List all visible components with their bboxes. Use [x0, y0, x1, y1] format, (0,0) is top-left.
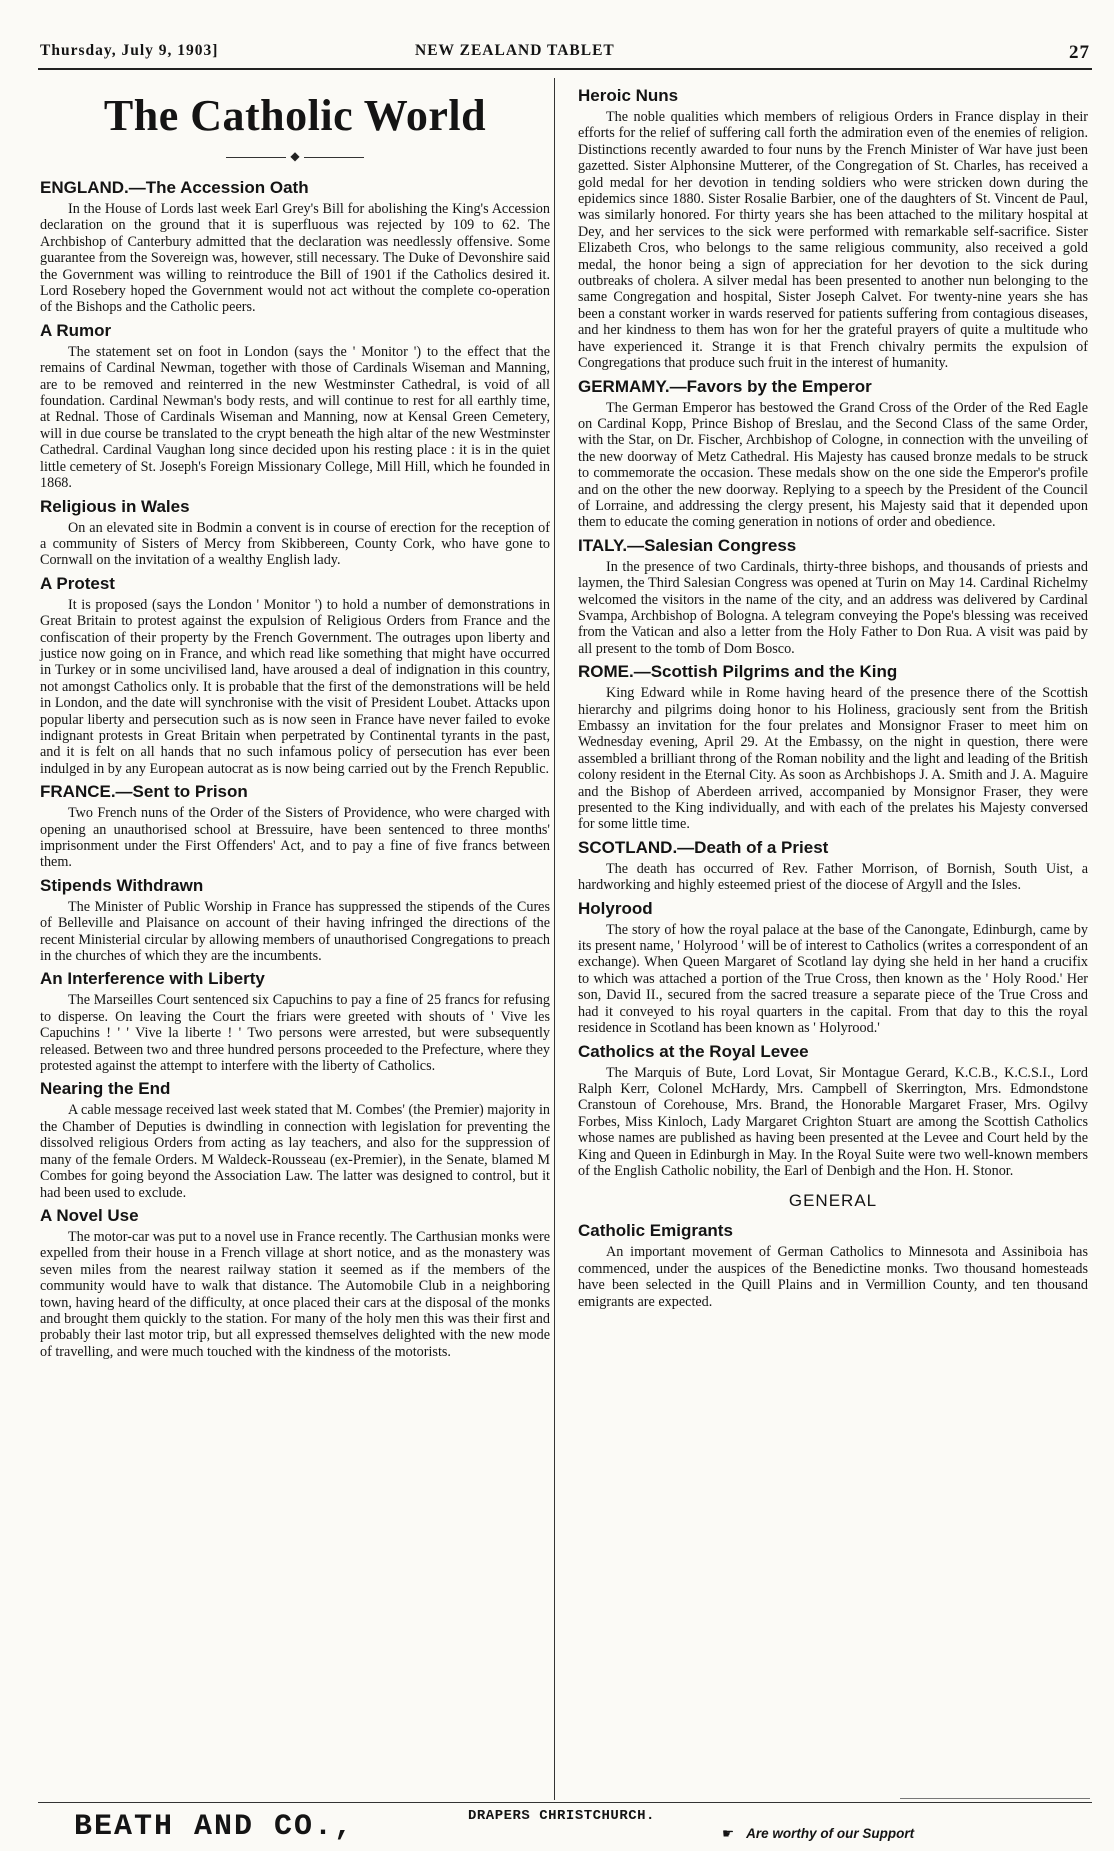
- article: [578, 899, 1088, 1037]
- article-heading: FRANCE.—Sent to Prison: [40, 782, 248, 802]
- article: [40, 1206, 550, 1360]
- article-paragraph: The story of how the royal palace at the base of the Canongate, Edinburgh, came by its present name, ' Holyrood ' will be of interest to Catholics (writes a correspondent of an exchange). When Queen Margaret of Scotland lay dying she held in her hand a crucifix to which was attached a portion of the True Cross, then known as the ' Holy Rood.' Her son, David II., secured from the sacred treasure a separate piece of the True Cross and had it conveyed to his royal quarters in the capital. From that day to this the royal residence in Scotland has been known as ' Holyrood.': [578, 921, 1088, 1037]
- article-paragraph: Two French nuns of the Order of the Sisters of Providence, who were charged with opening an unauthorised school at Bressuire, have been sentenced to three months' imprisonment under the First Offenders' Act, and to pay a fine of five francs between them.: [40, 805, 550, 871]
- article-heading: GERMAMY.—Favors by the Emperor: [578, 376, 872, 396]
- article-paragraph: On an elevated site in Bodmin a convent is in course of erection for the reception of a community of Sisters of Mercy from Skibbereen, County Cork, who have gone to Cornwall on the invitation of a wealthy English lady.: [40, 519, 550, 569]
- article-paragraph: The German Emperor has bestowed the Grand Cross of the Order of the Red Eagle on Cardinal Kopp, Prince Bishop of Breslau, and the Second Class of the same Order, with the Star, on Dr. Fischer, Archbishop of Cologne, in connection with the unveiling of the new doorway of Metz Cathedral. His Majesty has caused bronze medals to be struck to commemorate the occasion. These medals show on the one side the Emperor's profile and on the other the new doorway. Replying to a speech by the President of the Council of Lorraine, and addressing the clergy present, his Majesty said that it depended upon them to educate the coming generation in notions of order and obedience.: [578, 399, 1088, 531]
- diamond-ornament-icon: ◆: [40, 149, 550, 164]
- article: [578, 86, 1088, 372]
- article: [578, 1221, 1088, 1310]
- column-divider: [554, 78, 555, 1800]
- right-column: [578, 82, 1088, 1315]
- article: [40, 574, 550, 777]
- left-column: [40, 82, 550, 1365]
- article-heading: SCOTLAND.—Death of a Priest: [578, 837, 829, 857]
- article-heading: Nearing the End: [40, 1079, 171, 1099]
- article-heading: A Rumor: [40, 320, 112, 340]
- header-rule: [38, 68, 1092, 70]
- article-paragraph: The noble qualities which members of religious Orders in France display in their efforts for the relief of suffering call forth the admiration even of the enemies of religion. Distinctions recently awarded to four nuns by the French Minister of War have just been gazetted. Sister Alphonsine Mutterer, of the Congregation of St. Charles, has received a gold medal for her devotion in tending soldiers who were stricken down during the epidemics since 1880. Sister Rosalie Barbier, one of the daughters of St. Vincent de Paul, was similarly honored. For thirty years she has been attached to the military hospital at Dey, and her services to the sick were performed with remarkable self-sacrifice. Sister Elizabeth Cros, who belongs to the same religious community, also received a gold medal, the honor being a sign of appreciation for her devotion to the sick during outbreaks of cholera. A silver medal has been presented to another nun belonging to the same Congregation and hospital, Sister Joseph Calvet. For twenty-nine years she has been a constant worker in wards reserved for patients suffering from contagious diseases, and her kindness to them has won for her the grateful prayers of quite a multitude who have experienced it. Strange it is that French chivalry permits the expulsion of Congregations that produce such fruit in the interest of humanity.: [578, 109, 1088, 372]
- article-paragraph: The Marseilles Court sentenced six Capuchins to pay a fine of 25 francs for refusing to disperse. On leaving the Court the friars were greeted with shouts of ' Vive les Capuchins ! ' ' Vive la liberte ! ' Two persons were arrested, but were subsequently released. Between two and three hundred persons proceeded to the Prefecture, where they protested against the attempt to interfere with the liberty of Catholics.: [40, 992, 550, 1075]
- article-paragraph: The death has occurred of Rev. Father Morrison, of Bornish, South Uist, a hardworking and highly esteemed priest of the diocese of Argyll and the Isles.: [578, 860, 1088, 894]
- article: [40, 969, 550, 1074]
- article-heading: Catholics at the Royal Levee: [578, 1041, 809, 1061]
- article-heading: Stipends Withdrawn: [40, 875, 204, 895]
- article: [40, 497, 550, 569]
- general-heading: GENERAL: [788, 1191, 878, 1211]
- page-number: 27: [1069, 42, 1090, 63]
- article-paragraph: In the House of Lords last week Earl Grey's Bill for abolishing the King's Accession declaration on the ground that it is superfluous was rejected by 109 to 62. The Archbishop of Canterbury admitted that the declaration was needlessly offensive. Some guarantee from the Sovereign was, however, still necessary. The Duke of Devonshire said the Government was willing to reintroduce the Bill of 1901 if the Catholics desired it. Lord Rosebery hoped the Government would not act without the complete co-operation of the Bishops and the Catholic peers.: [40, 201, 550, 316]
- advertiser-slogan: [722, 1826, 914, 1842]
- article-paragraph: It is proposed (says the London ' Monitor ') to hold a number of demonstrations in Great Britain to protest against the expulsion of Religious Orders from France and the confiscation of their property by the French Government. The outrages upon liberty and justice now going on in France, and which read like something that might have occurred in Turkey or in some uncivilised land, have aroused a deal of indignation in this country, not amongst Catholics only. It is probable that the first of the demonstrations will be held in London, and the date will synchronise with the visit of President Loubet. Attacks upon popular liberty and persecution such as is now seen in France have never failed to evoke indignant protests in Great Britain when perpetrated by Continental tyrants in the past, and it is felt on all hands that no such infamous policy of persecution has ever been indulged in by any European autocrat as is now being carried out by the French Republic.: [40, 596, 550, 777]
- article: [40, 876, 550, 965]
- section-masthead: The Catholic World: [103, 91, 487, 140]
- article-heading: Holyrood: [578, 898, 653, 918]
- article-paragraph: The Marquis of Bute, Lord Lovat, Sir Montague Gerard, K.C.B., K.C.S.I., Lord Ralph Kerr, Colonel McHardy, Mrs. Campbell of Skerrington, Mrs. Edmondstone Cranstoun of Corehouse, Mrs. Brand, the Honorable Margaret Fraser, Mrs. Ogilvy Forbes, Miss Kinloch, Lady Margaret Crighton Stuart are among the Scottish Catholics whose names are published as having been presented at the Levee and Court held by the King and Queen in Edinburgh in May. In the Royal Suite were two well-known members of the English Catholic nobility, the Earl of Denbigh and the Hon. H. Stonor.: [578, 1064, 1088, 1179]
- article: [40, 1079, 550, 1200]
- article-paragraph: In the presence of two Cardinals, thirty-three bishops, and thousands of priests and laymen, the Third Salesian Congress was opened at Turin on May 14. Cardinal Richelmy welcomed the visitors in the name of the city, and an address was delivered by Cardinal Svampa, Archbishop of Bologna. A telegram conveying the Pope's blessing was received from the Vatican and also a letter from the Holy Father to Don Rua. A visit was paid by all present to the tomb of Dom Bosco.: [578, 558, 1088, 657]
- footer-rule: [38, 1802, 1092, 1803]
- issue-date: Thursday, July 9, 1903]: [40, 42, 219, 59]
- article-paragraph: An important movement of German Catholics to Minnesota and Assiniboia has commenced, under the auspices of the Benedictine monks. Two thousand homesteads have been selected in the Quill Plains and in Vermillion County, and ten thousand emigrants are expected.: [578, 1244, 1088, 1310]
- article: [40, 321, 550, 492]
- footer-dash-rule: [900, 1798, 1090, 1799]
- article-paragraph: A cable message received last week stated that M. Combes' (the Premier) majority in the Chamber of Deputies is dwindling in connection with legislation for preventing the dissolved religious Orders from acting as lay teachers, and also for the suppression of many of the female Orders. M Waldeck-Rousseau (ex-Premier), in the Senate, blamed M Combes for going beyond the Association Law. The latter was designed to control, but it had been used to exclude.: [40, 1102, 550, 1201]
- advertiser-name: BEATH AND CO.,: [74, 1810, 355, 1844]
- article: [578, 536, 1088, 657]
- article: [578, 1042, 1088, 1180]
- article-heading: ITALY.—Salesian Congress: [578, 535, 797, 555]
- article: [578, 662, 1088, 833]
- article-heading: ROME.—Scottish Pilgrims and the King: [578, 662, 898, 682]
- article-heading: ENGLAND.—The Accession Oath: [40, 178, 309, 197]
- right-articles: [578, 86, 1088, 1179]
- pointing-hand-icon: ☛: [722, 1826, 735, 1841]
- article-paragraph: The Minister of Public Worship in France has suppressed the stipends of the Cures of Belleville and Plaisance on account of their having infringed the directions of the recent Ministerial circular by allowing members of unauthorised Congregations to preach in the churches of which they are the incumbents.: [40, 898, 550, 965]
- article-paragraph: King Edward while in Rome having heard of the presence there of the Scottish hierarchy and pilgrims doing honor to his Holiness, graciously sent from the British Embassy an invitation for the four prelates and Monsignor Fraser to meet him on Wednesday evening, April 29. At the Embassy, on the night in question, there were assembled a brilliant throng of the Roman nobility and the light and leading of the British colony resident in the Eternal City. As soon as Archbishops J. A. Smith and J. A. Maguire and the Bishop of Aberdeen arrived, accompanied by Monsignor Fraser, they were presented to the King individually, and with each of the prelates his Majesty conversed for some little time.: [578, 685, 1088, 833]
- article-heading: A Novel Use: [40, 1205, 139, 1225]
- article-heading: Heroic Nuns: [578, 86, 679, 105]
- article-paragraph: The motor-car was put to a novel use in France recently. The Carthusian monks were expelled from their house in a French village at short notice, and as the monastery was seven miles from the nearest railway station it seemed as if the members of the community would have to walk that distance. The Automobile Club in a neighboring town, having heard of the difficulty, at once placed their cars at the disposal of the monks and brought them quickly to the station. For many of the holy men this was their first and probably their last motor trip, but all expressed themselves delighted with the new mode of travelling, and were much touched with the kindness of the motorists.: [40, 1228, 550, 1360]
- article: [40, 782, 550, 871]
- advertiser-trade: DRAPERS CHRISTCHURCH.: [468, 1808, 655, 1824]
- article-heading: Religious in Wales: [40, 496, 190, 516]
- article-heading: Catholic Emigrants: [578, 1221, 733, 1241]
- article: [40, 178, 550, 316]
- publication-name: NEW ZEALAND TABLET: [415, 42, 615, 59]
- article-heading: An Interference with Liberty: [40, 969, 265, 989]
- article: [578, 838, 1088, 894]
- left-articles: [40, 178, 550, 1360]
- article-heading: A Protest: [40, 573, 115, 593]
- slogan-text: Are worthy of our Support: [746, 1826, 915, 1841]
- article: [578, 377, 1088, 531]
- page-header: [40, 42, 1090, 66]
- article-paragraph: The statement set on foot in London (says the ' Monitor ') to the effect that the remains of Cardinal Newman, together with those of Cardinals Wiseman and Manning, are to be removed and reinterred in the new Westminster Cathedral, is void of all foundation. Cardinal Newman's body rests, and will continue to rest for all earthly time, at Rednal. Those of Cardinals Wiseman and Manning, now at Kensal Green Cemetery, will in due course be translated to the crypt beneath the high altar of the new Westminster Cathedral. Cardinal Vaughan long since decided upon his resting place : it is in the quiet little cemetery of St. Joseph's Foreign Missionary College, Mill Hill, which he founded in 1868.: [40, 343, 550, 492]
